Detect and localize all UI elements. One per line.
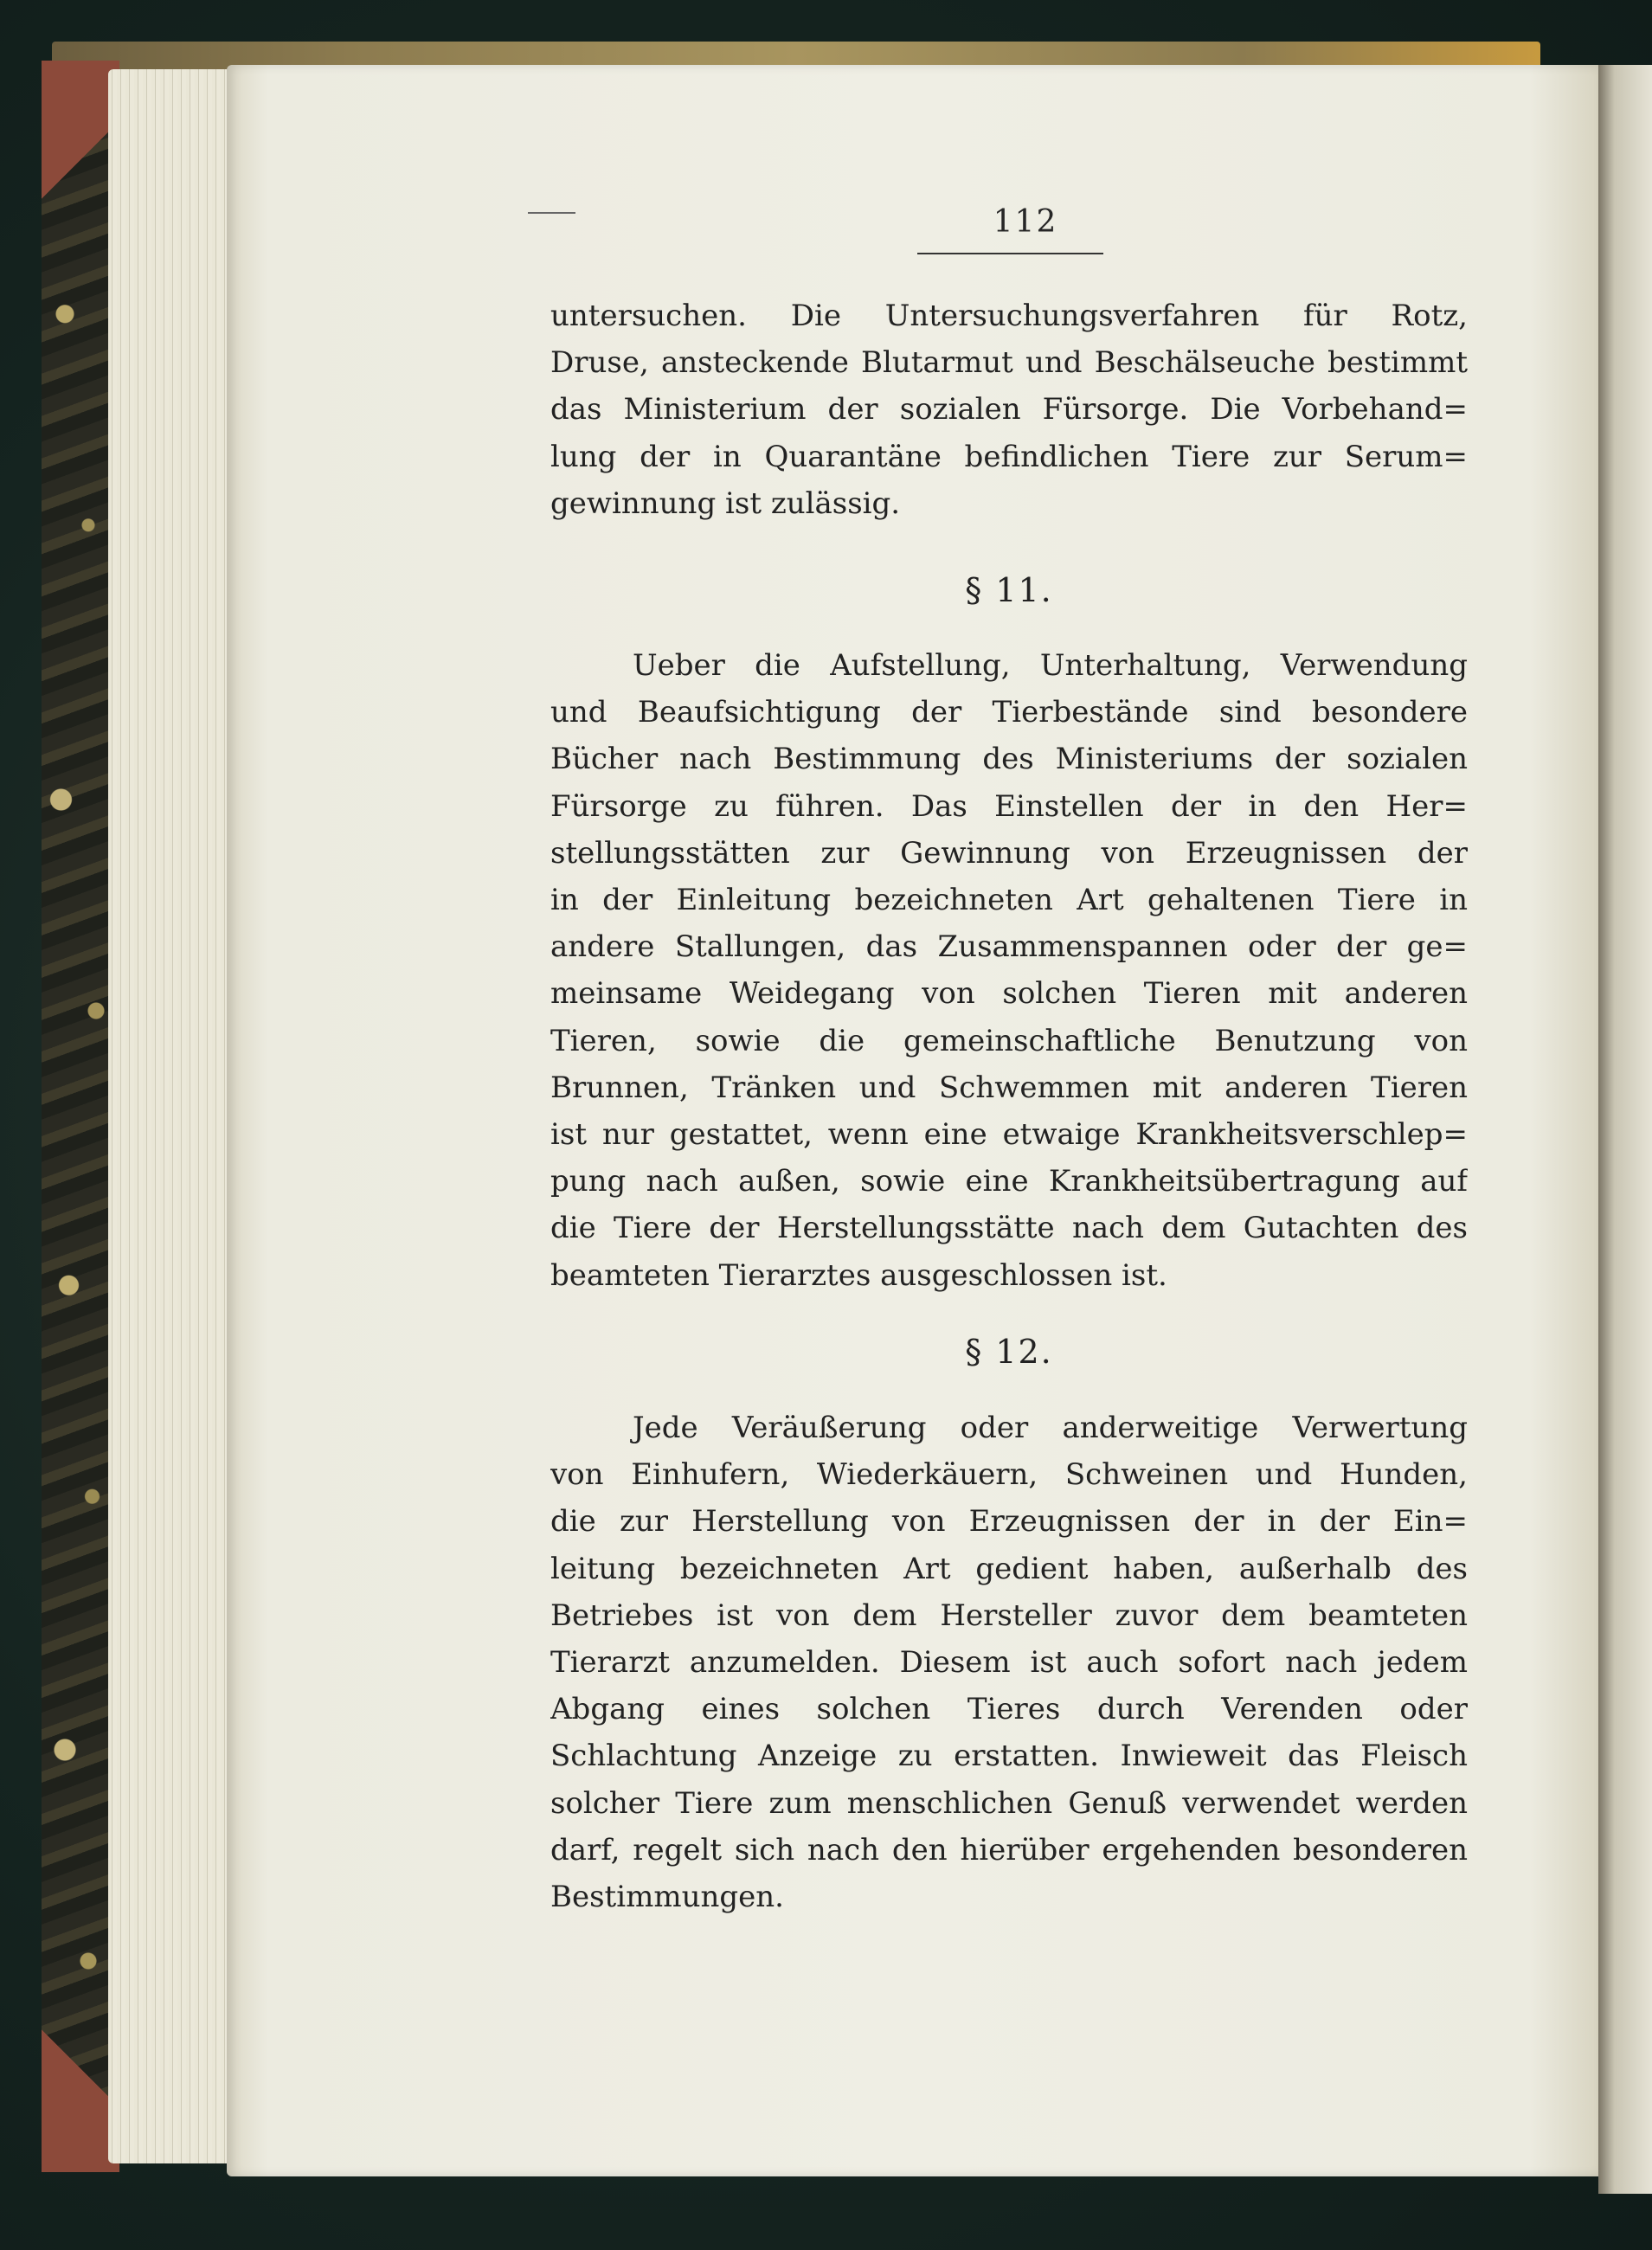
- text-line: stellungsstätten zur Gewinnung von Erzeugnissen der: [550, 835, 1468, 871]
- page-edges-stack: [108, 69, 238, 2163]
- text-line: gewinnung ist zulässig.: [550, 485, 901, 521]
- text-line: lung der in Quarantäne befindlichen Tiere zur Serum=: [550, 439, 1468, 474]
- page-number: 112: [993, 204, 1058, 240]
- text-line: Jede Veräußerung oder anderweitige Verwertung: [633, 1411, 1468, 1445]
- section-heading-11: § 11.: [965, 571, 1053, 609]
- text-line: und Beaufsichtigung der Tierbestände sind besondere: [550, 695, 1468, 730]
- text-line: pung nach außen, sowie eine Krankheitsübertragung auf: [550, 1164, 1468, 1199]
- section-11-paragraph: [550, 642, 1468, 1299]
- text-line: von Einhufern, Wiederkäuern, Schweinen und Hunden,: [550, 1457, 1468, 1493]
- text-line: die zur Herstellung von Erzeugnissen der in der Ein=: [550, 1504, 1468, 1540]
- text-line: Ueber die Aufstellung, Unterhaltung, Verwendung: [633, 648, 1468, 683]
- text-line: Betriebes ist von dem Hersteller zuvor dem beamteten: [550, 1598, 1468, 1633]
- text-line: leitung bezeichneten Art gedient haben, außerhalb des: [550, 1551, 1468, 1586]
- page-number-rule: [917, 253, 1103, 254]
- text-line: Abgang eines solchen Tieres durch Verenden oder: [550, 1692, 1468, 1727]
- section-12-paragraph: [550, 1405, 1468, 1920]
- text-line: das Ministerium der sozialen Fürsorge. Die Vorbehand=: [550, 392, 1468, 428]
- text-line: Tieren, sowie die gemeinschaftliche Benutzung von: [550, 1023, 1468, 1058]
- text-line: die Tiere der Herstellungsstätte nach dem Gutachten des: [550, 1211, 1468, 1246]
- next-page-edge: [1598, 65, 1652, 2194]
- text-line: Bücher nach Bestimmung des Ministeriums der sozialen: [550, 742, 1468, 777]
- text-line: darf, regelt sich nach den hierüber ergehenden besonderen: [550, 1832, 1468, 1868]
- text-line: beamteten Tierarztes ausgeschlossen ist.: [550, 1257, 1167, 1293]
- text-line: meinsame Weidegang von solchen Tieren mit anderen: [550, 976, 1468, 1012]
- intro-paragraph: [550, 292, 1468, 527]
- text-line: in der Einleitung bezeichneten Art gehaltenen Tiere in: [550, 883, 1468, 918]
- text-line: Tierarzt anzumelden. Diesem ist auch sofort nach jedem: [550, 1645, 1468, 1681]
- text-line: Bestimmungen.: [550, 1880, 784, 1915]
- text-line: Druse, ansteckende Blutarmut und Beschälseuche bestimmt: [550, 345, 1468, 381]
- margin-mark: [528, 212, 575, 214]
- text-line: solcher Tiere zum menschlichen Genuß verwendet werden: [550, 1785, 1468, 1821]
- section-heading-12: § 12.: [965, 1333, 1053, 1371]
- text-line: Fürsorge zu führen. Das Einstellen der in den Her=: [550, 788, 1468, 824]
- text-line: ist nur gestattet, wenn eine etwaige Krankheitsverschlep=: [550, 1117, 1468, 1153]
- text-line: Schlachtung Anzeige zu erstatten. Inwieweit das Fleisch: [550, 1739, 1468, 1774]
- text-line: untersuchen. Die Untersuchungsverfahren für Rotz,: [550, 299, 1468, 333]
- text-line: Brunnen, Tränken und Schwemmen mit anderen Tieren: [550, 1070, 1468, 1105]
- text-line: andere Stallungen, das Zusammenspannen oder der ge=: [550, 929, 1468, 965]
